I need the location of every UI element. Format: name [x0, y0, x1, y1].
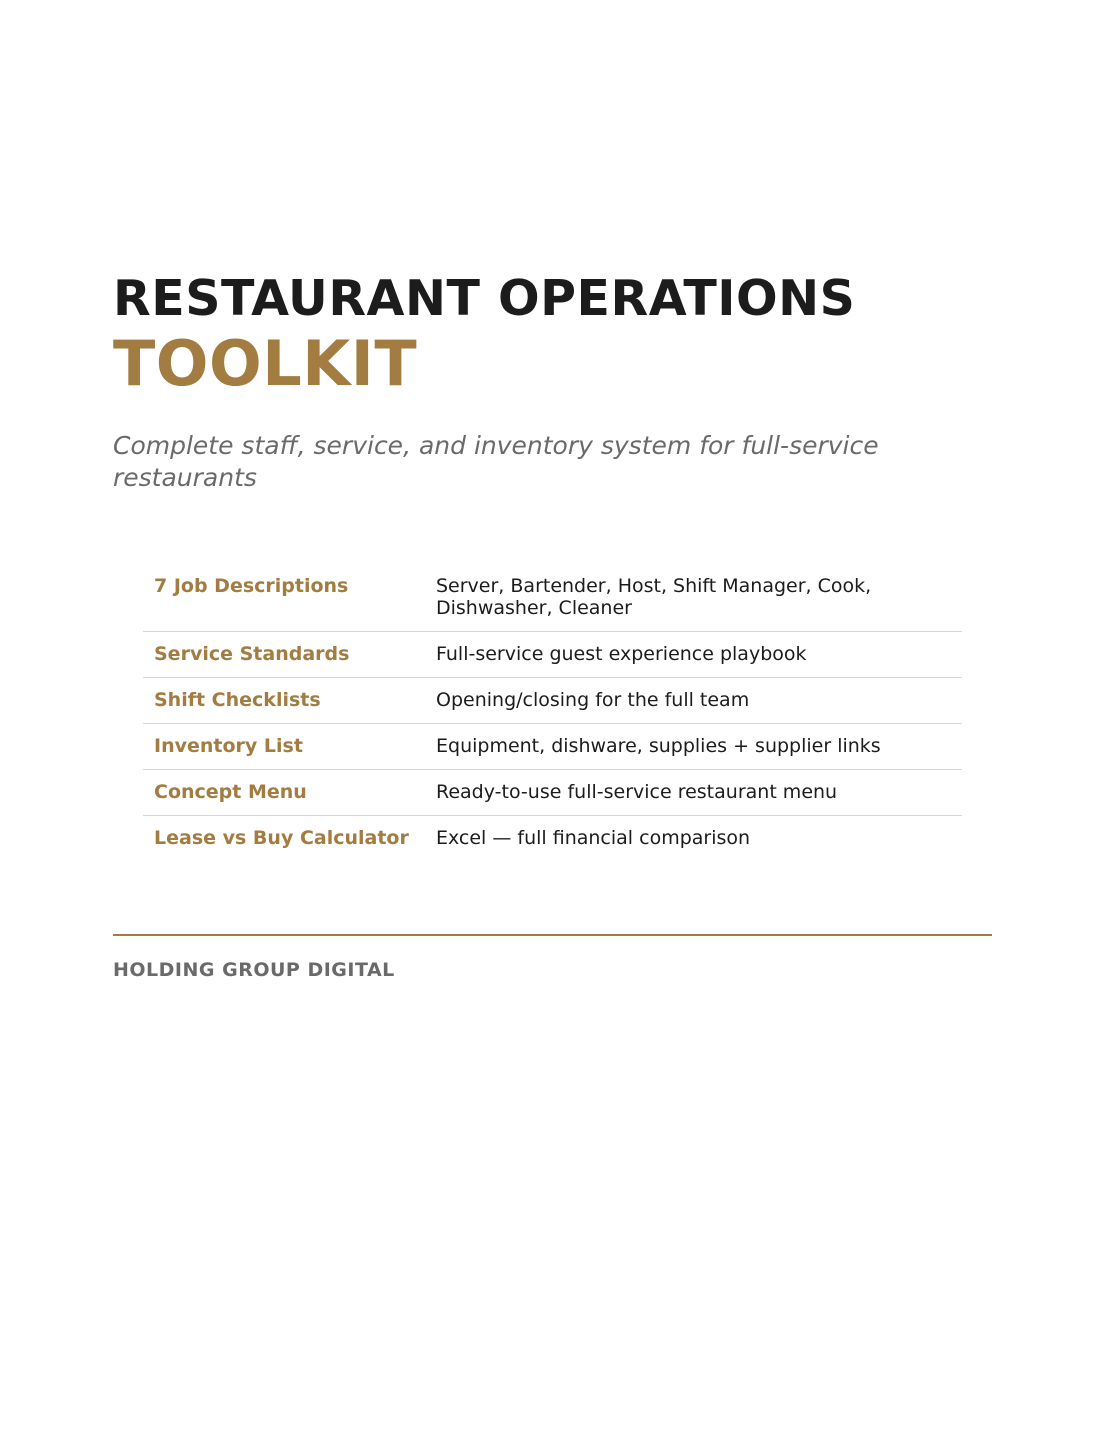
- title-line-2: TOOLKIT: [113, 327, 418, 400]
- features-table: [143, 564, 962, 861]
- subtitle: Complete staff, service, and inventory system for full-service restaurants: [113, 431, 879, 492]
- feature-name: 7 Job Descriptions: [154, 575, 349, 597]
- feature-name: Shift Checklists: [143, 678, 425, 724]
- divider: [113, 934, 992, 936]
- feature-description: Full-service guest experience playbook: [425, 632, 962, 678]
- feature-description: Opening/closing for the full team: [425, 678, 962, 724]
- table-row: [143, 770, 962, 816]
- table-row: [143, 724, 962, 770]
- feature-name: Inventory List: [143, 724, 425, 770]
- feature-description: Server, Bartender, Host, Shift Manager, Cook, Dishwasher, Cleaner: [436, 575, 872, 619]
- feature-name: Concept Menu: [143, 770, 425, 816]
- feature-description: Ready-to-use full-service restaurant menu: [425, 770, 962, 816]
- table-row: [143, 564, 962, 632]
- feature-name: Lease vs Buy Calculator: [143, 816, 425, 862]
- table-row: [143, 678, 962, 724]
- table-row: [143, 816, 962, 862]
- feature-name: Service Standards: [143, 632, 425, 678]
- feature-description: Excel — full financial comparison: [425, 816, 962, 862]
- title-line-1: RESTAURANT OPERATIONS: [113, 270, 856, 327]
- feature-description: Equipment, dishware, supplies + supplier links: [425, 724, 962, 770]
- table-row: [143, 632, 962, 678]
- brand-name: HOLDING GROUP DIGITAL: [113, 959, 395, 981]
- cover-page: [113, 268, 992, 981]
